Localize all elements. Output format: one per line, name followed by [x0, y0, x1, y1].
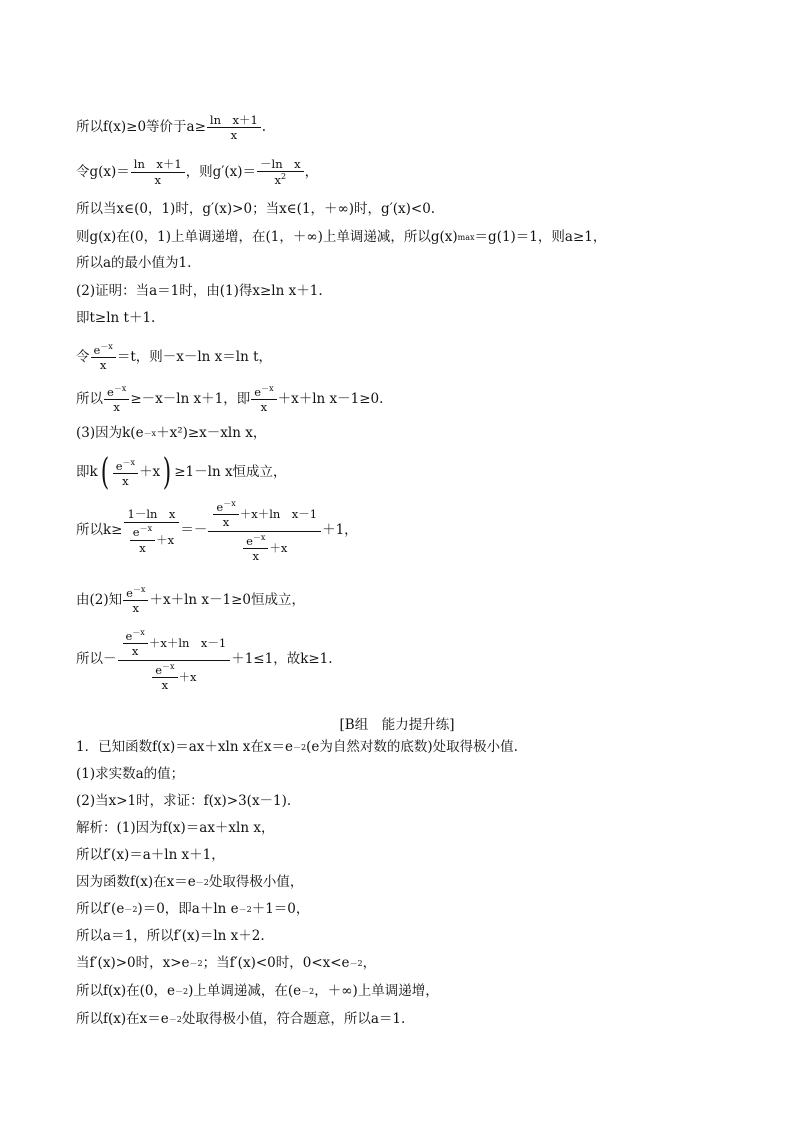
denominator: x: [260, 400, 268, 415]
text: (e为自然对数的底数)处取得极小值.: [306, 739, 518, 755]
text: 则g(x)在(0，1)上单调递增，在(1，＋∞)上单调递减，所以g(x): [76, 229, 458, 245]
text: 所以f′(e: [76, 901, 125, 917]
numerator: $e^{-x}$ x ＋x＋ln x－1: [208, 498, 321, 531]
superscript: －2: [301, 986, 315, 996]
denominator: $x^2$: [274, 172, 287, 188]
text: 所以f(x)在x＝e: [76, 1011, 169, 1027]
superscript: －x: [143, 428, 157, 438]
fraction: [91, 342, 116, 373]
fraction: [257, 157, 304, 188]
text: ＋x: [139, 464, 161, 481]
text: 所以a的最小值为1.: [76, 255, 192, 271]
text: 解析：(1)因为f(x)＝ax＋xln x，: [76, 820, 275, 836]
solution-line: [76, 498, 358, 564]
text: ；当f′(x)<0时，0<x<e: [202, 955, 350, 971]
text: 所以f′(x)＝a＋ln x＋1，: [76, 847, 225, 863]
text: 即t≥ln t＋1.: [76, 310, 156, 326]
fraction: [124, 506, 180, 556]
solution-line: [76, 384, 383, 415]
text: 因为函数f(x)在x＝e: [76, 874, 196, 890]
section-title: [B组 能力提升练]: [339, 717, 455, 733]
text: 处取得极小值，: [208, 874, 304, 890]
denominator: x: [154, 172, 161, 187]
superscript: －2: [124, 904, 138, 914]
fraction: [118, 627, 231, 693]
superscript: －2: [195, 877, 209, 887]
solution-line: [76, 903, 309, 917]
superscript: －2: [238, 904, 252, 914]
text: 即k: [76, 464, 98, 481]
numerator: $e^{-x}$: [254, 384, 274, 399]
denominator: $e^{-x}$ x ＋x: [125, 523, 178, 556]
numerator: －ln x: [260, 157, 301, 171]
text: ，＋∞)上单调递增，: [314, 983, 439, 999]
text: ，则g′(x)＝: [185, 163, 257, 180]
text: ≥－x－ln x＋1，即: [130, 390, 251, 407]
text: ＝t，则－x－ln x＝ln t，: [116, 348, 273, 365]
solution-line: [76, 312, 155, 326]
text: (2)证明：当a＝1时，由(1)得x≥ln x＋1.: [76, 283, 323, 299]
numerator: $e^{-x}$: [115, 457, 136, 473]
numerator: ln x＋1: [133, 157, 182, 172]
solution-line: [76, 113, 266, 143]
denominator: x: [230, 128, 238, 143]
denominator: x: [132, 601, 140, 616]
solution-line: [76, 257, 191, 271]
solution-line: [76, 585, 305, 616]
text: 当f′(x)>0时，x>e: [76, 955, 190, 971]
numerator: $e^{-x}$: [93, 342, 113, 357]
text: ≥1－ln x恒成立，: [174, 464, 287, 481]
text: )＝0，即a＋ln e: [137, 901, 239, 917]
denominator: $e^{-x}$ x ＋x: [238, 532, 291, 565]
solution-line: [76, 342, 272, 373]
text: 1．已知函数f(x)＝ax＋xln x在x＝e: [76, 739, 294, 755]
text: ＝g(1)＝1，则a≥1，: [474, 229, 607, 245]
subscript: max: [457, 232, 475, 242]
fraction: [251, 384, 276, 415]
text: 所以a＝1，所以f′(x)＝ln x＋2.: [76, 928, 265, 944]
superscript: －2: [293, 742, 307, 752]
solution-line: [76, 627, 333, 693]
solution-line: [76, 849, 225, 863]
solution-line: [76, 930, 265, 944]
text: (3)因为k(e: [76, 425, 144, 441]
solution-line: [76, 957, 376, 971]
text: 所以f(x)在(0，e: [76, 983, 175, 999]
text: 由(2)知: [76, 591, 123, 608]
numerator: $e^{-x}$: [126, 585, 146, 600]
denominator: x: [113, 400, 120, 415]
text: 令: [76, 348, 90, 365]
text: ＝－: [180, 522, 208, 539]
solution-line: [76, 452, 287, 493]
fraction: [123, 585, 148, 616]
text: 所以当x∈(0，1)时，g′(x)>0；当x∈(1，＋∞)时，g′(x)<0.: [76, 201, 436, 217]
solution-line: [76, 876, 303, 890]
numerator: $e^{-x}$ x ＋x＋ln x－1: [118, 627, 231, 660]
solution-line: [76, 985, 439, 999]
superscript: －2: [175, 986, 189, 996]
solution-line: [76, 1013, 405, 1027]
left-paren-glyph: (: [100, 452, 109, 493]
text: ＋1＝0，: [251, 901, 310, 917]
solution-line: [76, 203, 435, 217]
text: 所以k≥: [76, 522, 123, 539]
text: ，: [304, 163, 319, 180]
text: ＋x²)≥x－xln x，: [156, 425, 267, 441]
text: 处取得极小值，符合题意，所以a＝1.: [181, 1011, 406, 1027]
denominator: x: [99, 358, 107, 373]
solution-line: [76, 285, 323, 299]
superscript: －2: [189, 958, 203, 968]
solution-line: [76, 822, 274, 836]
solution-line: [76, 231, 606, 245]
problem-line: [76, 741, 518, 755]
fraction: [131, 157, 185, 187]
text: )上单调递减，在(e: [188, 983, 302, 999]
text: ＋x＋ln x－1≥0.: [277, 390, 384, 407]
text: ＋x＋ln x－1≥0恒成立，: [149, 591, 305, 608]
fraction: [104, 384, 129, 415]
text: ＋1≤1，故k≥1.: [231, 651, 333, 668]
problem-line: [76, 795, 291, 809]
denominator: $e^{-x}$ x ＋x: [147, 661, 200, 694]
fraction: [208, 498, 321, 564]
text: 所以: [76, 390, 103, 407]
fraction: [113, 458, 138, 489]
superscript: －2: [349, 958, 363, 968]
text: 所以f(x)≥0等价于a≥: [76, 119, 206, 136]
superscript: －2: [168, 1014, 182, 1024]
numerator: ln x＋1: [209, 113, 258, 127]
text: ＋1，: [322, 522, 358, 539]
solution-line: [76, 427, 266, 441]
text: 令g(x)＝: [76, 163, 130, 180]
right-paren-glyph: ): [162, 452, 172, 493]
problem-line: [76, 768, 184, 782]
text: (1)求实数a的值；: [76, 766, 185, 782]
text: .: [261, 119, 267, 136]
text: (2)当x>1时，求证：f(x)>3(x－1).: [76, 793, 292, 809]
text: ，: [362, 955, 377, 971]
numerator: $e^{-x}$: [107, 384, 127, 399]
solution-line: [76, 157, 318, 188]
numerator: 1－ln x: [127, 507, 176, 522]
fraction: [207, 113, 261, 143]
text: 所以－: [76, 651, 117, 668]
denominator: x: [122, 473, 129, 488]
